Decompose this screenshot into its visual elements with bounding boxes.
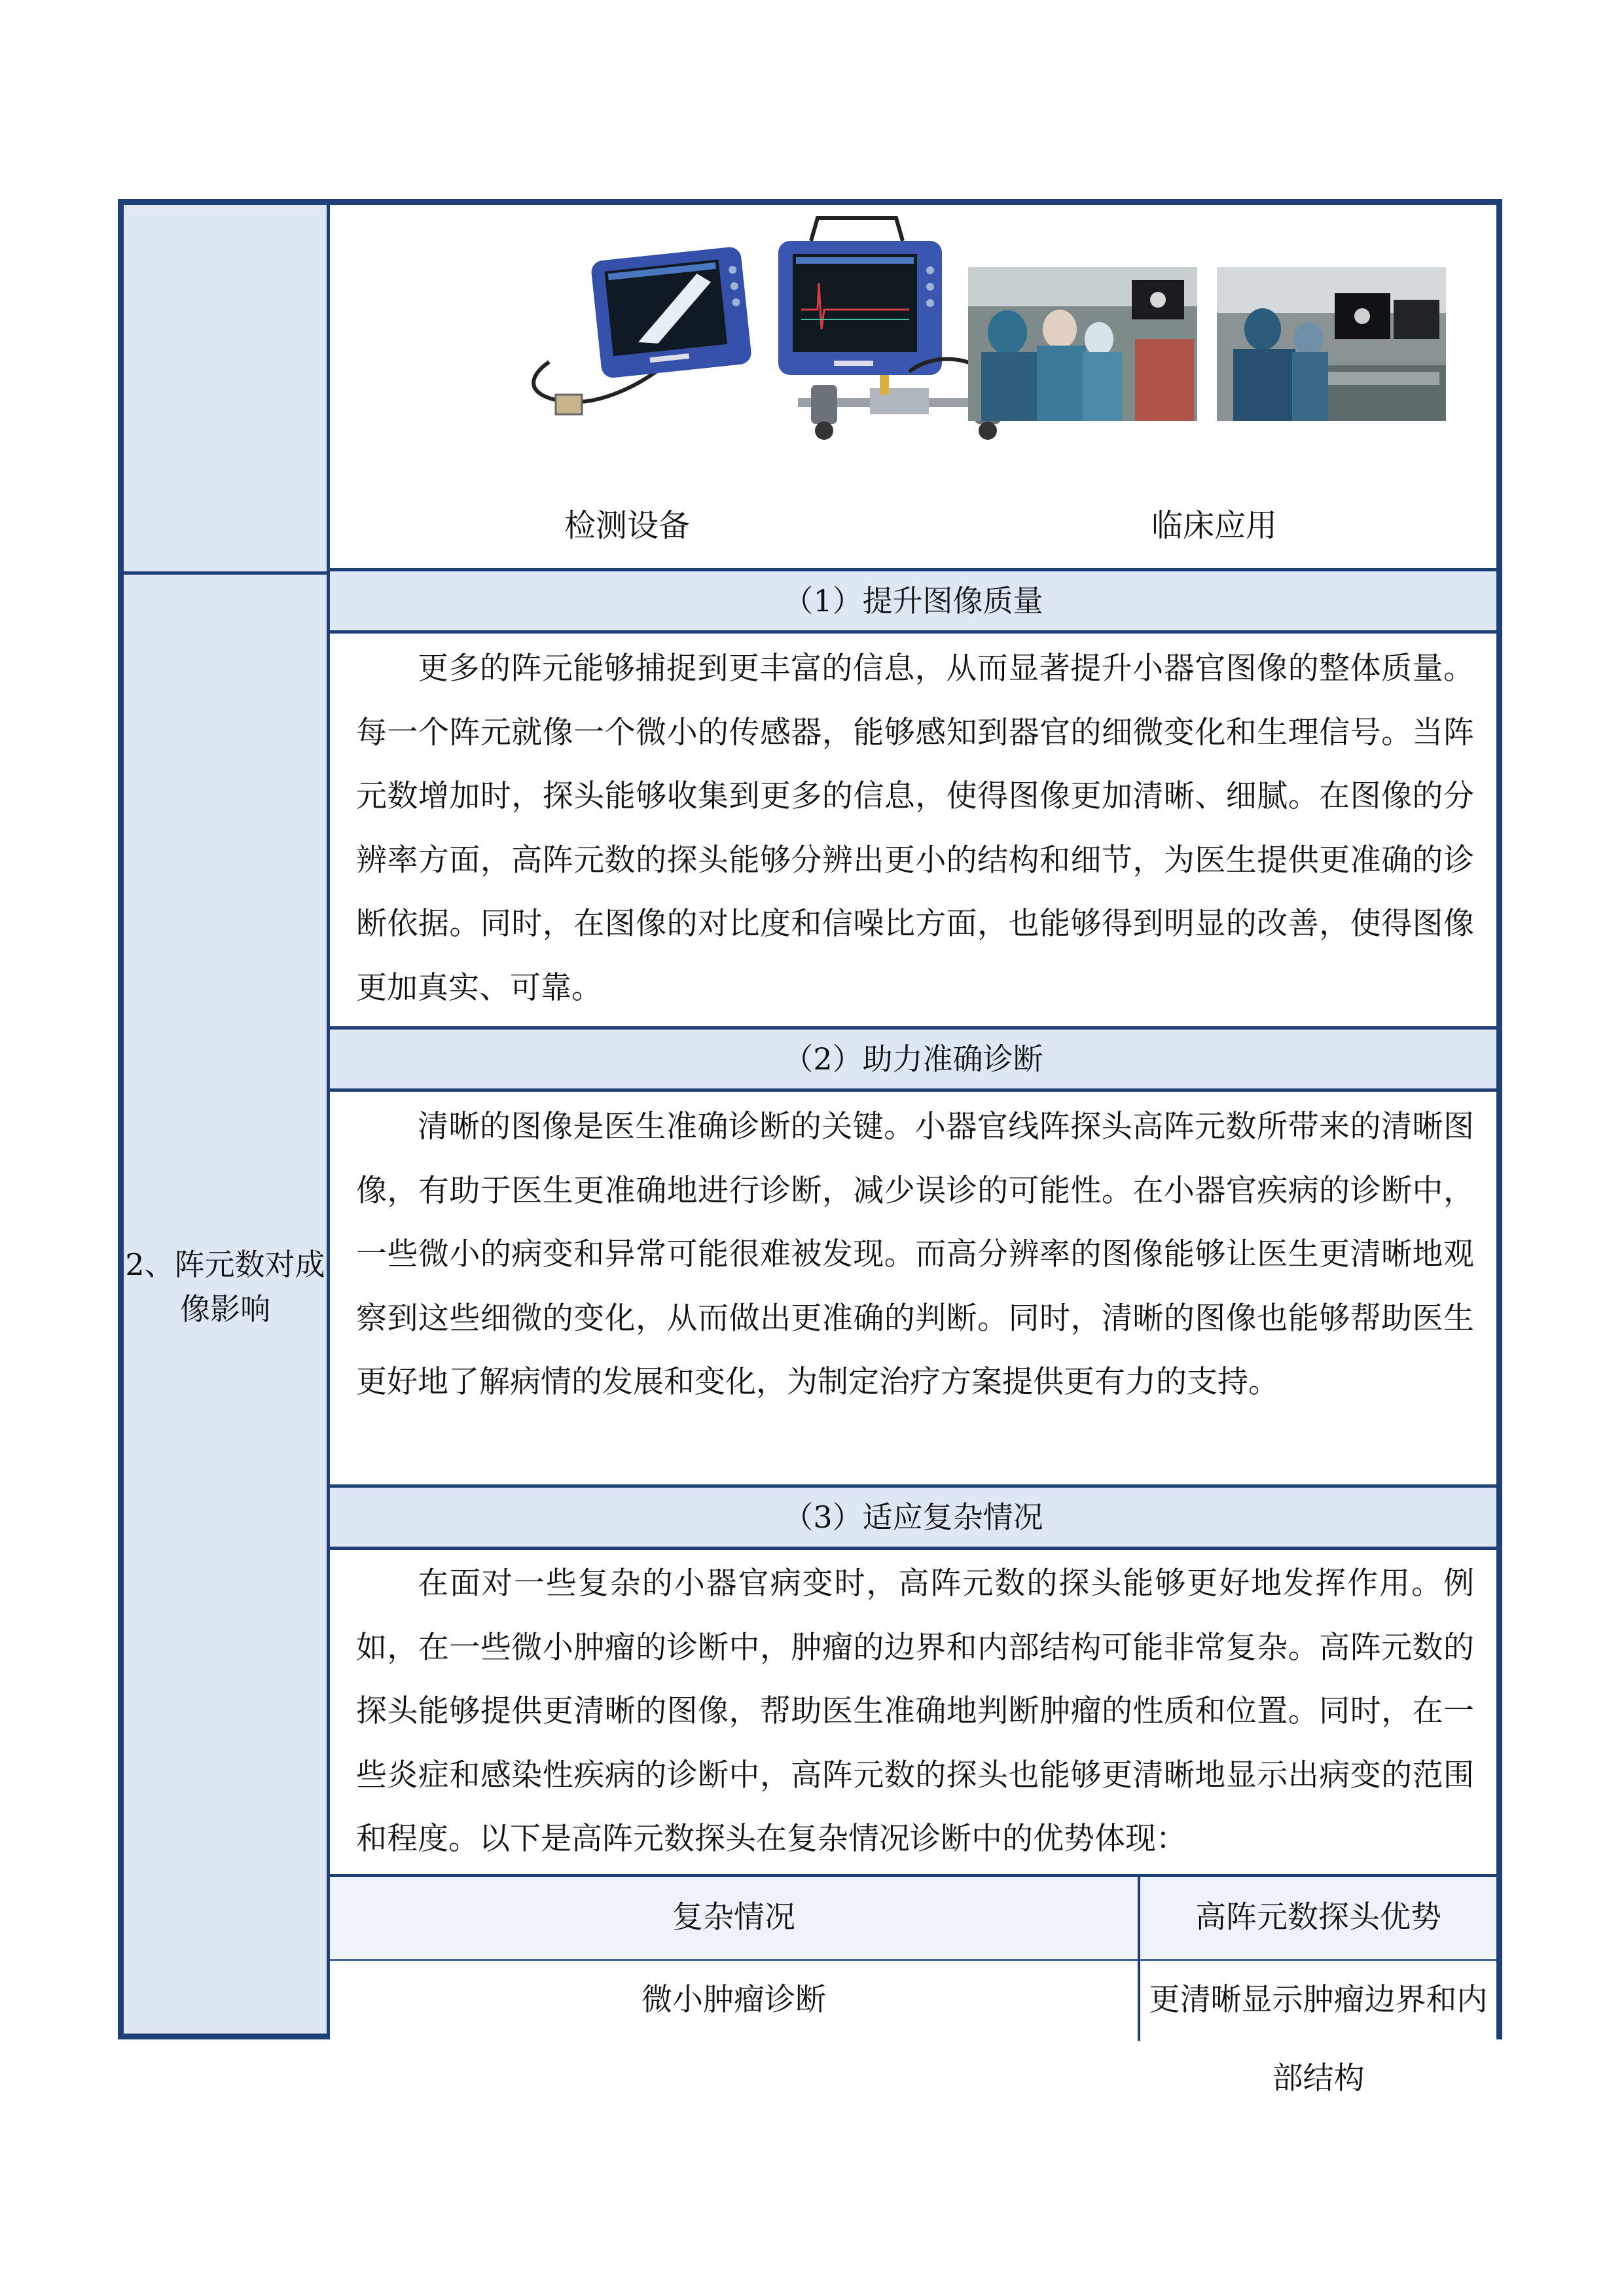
image-row: [330, 205, 1496, 571]
table-cell: 更清晰显示肿瘤边界和内部结构: [1149, 1982, 1488, 2096]
table-header-cell: 复杂情况: [672, 1899, 795, 1935]
clinical-photo-1: [968, 267, 1197, 421]
section-paragraph-3: 在面对一些复杂的小器官病变时，高阵元数的探头能够更好地发挥作用。例如，在一些微小肿瘤的诊断中，肿瘤的边界和内部结构可能非常复杂。高阵元数的探头能够提供更清晰的图像，帮助医生准确地判断肿瘤的性质和位置。同时，在一些炎症和感染性疾病的诊断中，高阵元数的探头也能够更清晰地显示出病变的范围和程度。以下是高阵元数探头在复杂情况诊断中的优势体现：: [356, 1566, 1474, 1857]
table-header-cell: 高阵元数探头优势: [1195, 1899, 1441, 1935]
divider: [330, 1547, 1496, 1550]
divider: [330, 1088, 1496, 1092]
section-heading-3: （3）适应复杂情况: [330, 1488, 1496, 1547]
caption-inspection-device: 检测设备: [564, 507, 691, 544]
left-column: [124, 205, 330, 2034]
table-cell: 微小肿瘤诊断: [641, 1982, 826, 2018]
content-table: [118, 199, 1502, 2096]
right-column: [330, 205, 1496, 2096]
left-column-divider: [124, 571, 330, 575]
divider: [330, 630, 1496, 634]
row-label: 2、阵元数对成像影响: [125, 1247, 325, 1327]
section-heading-1: （1）提升图像质量: [330, 571, 1496, 630]
clinical-photo-2: [1217, 267, 1446, 421]
section-paragraph-2: 清晰的图像是医生准确诊断的关键。小器官线阵探头高阵元数所带来的清晰图像，有助于医生更准确地进行诊断，减少误诊的可能性。在小器官疾病的诊断中，一些微小的病变和异常可能很难被发现。而高分辨率的图像能够让医生更清晰地观察到这些细微的变化，从而做出更准确的判断。同时，清晰的图像也能够帮助医生更好地了解病情的发展和变化，为制定治疗方案提供更有力的支持。: [356, 1109, 1474, 1400]
caption-clinical-application: 临床应用: [1151, 507, 1278, 544]
section-heading-2: （2）助力准确诊断: [330, 1030, 1496, 1088]
section-paragraph-1: 更多的阵元能够捕捉到更丰富的信息，从而显著提升小器官图像的整体质量。每一个阵元就像一个微小的传感器，能够感知到器官的细微变化和生理信号。当阵元数增加时，探头能够收集到更多的信息，使得图像更加清晰、细腻。在图像的分辨率方面，高阵元数的探头能够分辨出更小的结构和细节，为医生提供更准确的诊断依据。同时，在图像的对比度和信噪比方面，也能够得到明显的改善，使得图像更加真实、可靠。: [356, 651, 1474, 1006]
